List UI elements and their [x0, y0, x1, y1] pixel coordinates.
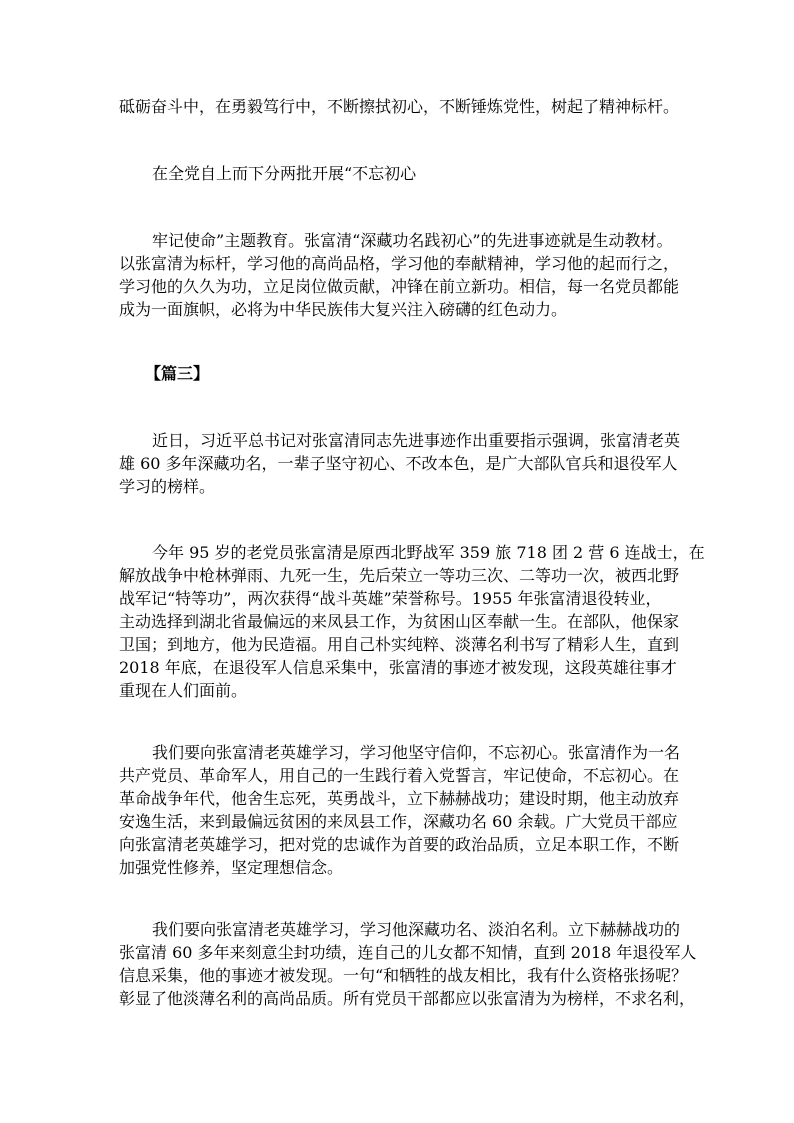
paragraph-4-line-1: 近日，习近平总书记对张富清同志先进事迹作出重要指示强调，张富清老英 — [152, 431, 681, 450]
paragraph-7-line-1: 我们要向张富清老英雄学习，学习他深藏功名、淡泊名利。立下赫赫战功的 — [152, 920, 681, 939]
paragraph-4-line-2: 雄 60 多年深藏功名，一辈子坚守初心、不改本色，是广大部队官兵和退役军人 — [119, 454, 678, 473]
paragraph-5-line-5: 卫国；到地方，他为民造福。用自己朴实纯粹、淡薄名利书写了精彩人生，直到 — [119, 635, 680, 654]
paragraph-5-line-1: 今年 95 岁的老党员张富清是原西北野战军 359 旅 718 团 2 营 6 连战士，在 — [152, 543, 705, 562]
paragraph-6-line-2: 共产党员、革命军人，用自己的一生践行着入党誓言，牢记使命，不忘初心。在 — [119, 766, 680, 785]
paragraph-5-line-3: 战军记“特等功”，两次获得“战斗英雄”荣誉称号。1955 年张富清退役转业， — [119, 589, 662, 608]
paragraph-5-line-4: 主动选择到湖北省最偏远的来凤县工作，为贫困山区奉献一生。在部队，他保家 — [119, 612, 680, 631]
paragraph-6-line-5: 向张富清老英雄学习，把对党的忠诚作为首要的政治品质，立足本职工作，不断 — [119, 835, 680, 854]
paragraph-3-line-2: 以张富清为标杆，学习他的高尚品格，学习他的奉献精神，学习他的起而行之， — [119, 254, 680, 273]
paragraph-1-line-1: 砥砺奋斗中，在勇毅笃行中，不断擦拭初心，不断锤炼党性，树起了精神标杆。 — [119, 97, 680, 116]
paragraph-4-line-3: 学习的榜样。 — [119, 477, 216, 496]
paragraph-7-line-2: 张富清 60 多年来刻意尘封功绩，连自己的儿女都不知情，直到 2018 年退役军人 — [119, 943, 697, 962]
paragraph-5-line-2: 解放战争中枪林弹雨、九死一生，先后荣立一等功三次、二等功一次，被西北野 — [119, 566, 680, 585]
paragraph-5-line-7: 重现在人们面前。 — [119, 681, 248, 700]
paragraph-6-line-3: 革命战争年代，他舍生忘死，英勇战斗，立下赫赫战功；建设时期，他主动放弃 — [119, 789, 680, 808]
paragraph-3-line-1: 牢记使命”主题教育。张富清“深藏功名践初心”的先进事迹就是生动教材。 — [152, 231, 673, 250]
paragraph-6-line-4: 安逸生活，来到最偏远贫困的来凤县工作，深藏功名 60 余载。广大党员干部应 — [119, 812, 678, 831]
paragraph-5-line-6: 2018 年底，在退役军人信息采集中，张富清的事迹才被发现，这段英雄往事才 — [119, 658, 677, 677]
paragraph-7-line-3: 信息采集，他的事迹才被发现。一句“和牺牲的战友相比，我有什么资格张扬呢？ — [119, 966, 688, 985]
paragraph-6-line-6: 加强党性修养，坚定理想信念。 — [119, 858, 344, 877]
paragraph-2-line-1: 在全党自上而下分两批开展“不忘初心 — [152, 164, 417, 183]
paragraph-6-line-1: 我们要向张富清老英雄学习，学习他坚守信仰，不忘初心。张富清作为一名 — [152, 743, 681, 762]
paragraph-3-line-3: 学习他的久久为功，立足岗位做贡献，冲锋在前立新功。相信，每一名党员都能 — [119, 277, 680, 296]
paragraph-3-line-4: 成为一面旗帜，必将为中华民族伟大复兴注入磅礴的红色动力。 — [119, 300, 568, 319]
paragraph-7-line-4: 彰显了他淡薄名利的高尚品质。所有党员干部都应以张富清为为榜样，不求名利， — [119, 989, 696, 1008]
section-heading: 【篇三】 — [145, 364, 210, 383]
